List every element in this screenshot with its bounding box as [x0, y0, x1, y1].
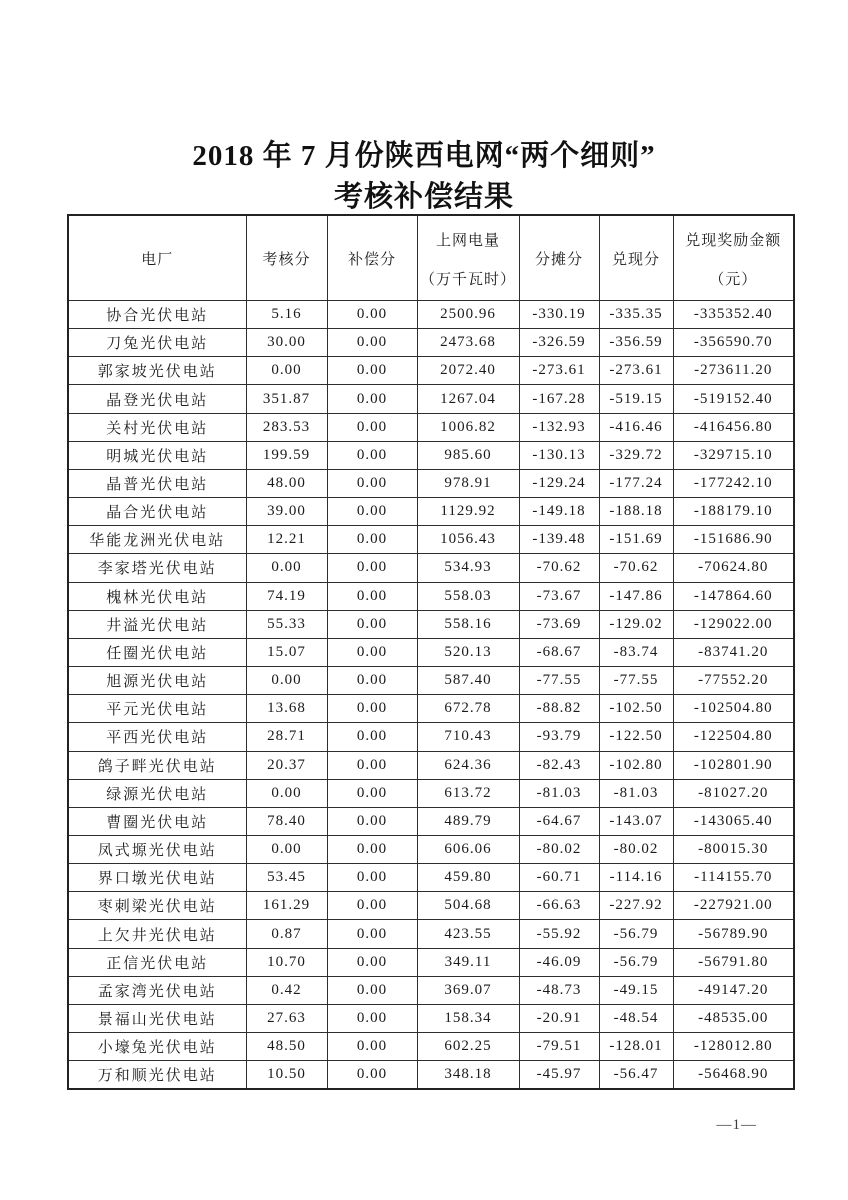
table-row	[68, 835, 794, 863]
value-cell: -66.63	[519, 892, 599, 920]
column-header-sublabel: （元）	[709, 272, 758, 288]
plant-name-cell: 晶合光伏电站	[68, 498, 246, 526]
table-row	[68, 385, 794, 413]
value-cell: 55.33	[246, 610, 327, 638]
value-cell: 558.03	[417, 582, 519, 610]
column-header-label: 考核分	[262, 251, 311, 268]
plant-name-cell: 李家塔光伏电站	[68, 554, 246, 582]
value-cell: 158.34	[417, 1004, 519, 1032]
value-cell: -188.18	[599, 498, 673, 526]
value-cell: 13.68	[246, 695, 327, 723]
table-row	[68, 554, 794, 582]
table-row	[68, 751, 794, 779]
value-cell: 0.00	[327, 948, 417, 976]
value-cell: 199.59	[246, 441, 327, 469]
value-cell: 5.16	[246, 301, 327, 329]
plant-name-cell: 井溢光伏电站	[68, 610, 246, 638]
value-cell: 0.87	[246, 920, 327, 948]
value-cell: -149.18	[519, 498, 599, 526]
column-header-4	[417, 215, 519, 301]
document-title-line2: 考核补偿结果	[333, 181, 514, 213]
value-cell: 1056.43	[417, 526, 519, 554]
plant-name-cell: 景福山光伏电站	[68, 1004, 246, 1032]
plant-name-cell: 郭家坡光伏电站	[68, 357, 246, 385]
value-cell: -129.02	[599, 610, 673, 638]
plant-name-cell: 任圈光伏电站	[68, 638, 246, 666]
value-cell: -79.51	[519, 1033, 599, 1061]
value-cell: 602.25	[417, 1033, 519, 1061]
table-row	[68, 723, 794, 751]
value-cell: 0.00	[327, 582, 417, 610]
table-row	[68, 526, 794, 554]
value-cell: -49.15	[599, 976, 673, 1004]
value-cell: -80.02	[519, 835, 599, 863]
table-row	[68, 498, 794, 526]
value-cell: -114155.70	[673, 864, 794, 892]
value-cell: -48535.00	[673, 1004, 794, 1032]
value-cell: -143065.40	[673, 807, 794, 835]
column-header-label: 上网电量	[435, 233, 500, 249]
value-cell: 0.00	[327, 526, 417, 554]
table-row	[68, 1061, 794, 1089]
value-cell: 0.00	[327, 695, 417, 723]
value-cell: 534.93	[417, 554, 519, 582]
value-cell: 0.00	[327, 807, 417, 835]
value-cell: 161.29	[246, 892, 327, 920]
column-header-label: 电厂	[141, 251, 174, 268]
value-cell: 558.16	[417, 610, 519, 638]
value-cell: 0.00	[246, 835, 327, 863]
table-row	[68, 582, 794, 610]
assessment-results-table	[67, 214, 795, 1090]
value-cell: 0.00	[327, 385, 417, 413]
value-cell: -519.15	[599, 385, 673, 413]
value-cell: -177.24	[599, 469, 673, 497]
value-cell: -80015.30	[673, 835, 794, 863]
column-header-7	[673, 215, 794, 301]
table-row	[68, 948, 794, 976]
value-cell: -519152.40	[673, 385, 794, 413]
value-cell: 0.00	[327, 1061, 417, 1089]
plant-name-cell: 平元光伏电站	[68, 695, 246, 723]
value-cell: 1129.92	[417, 498, 519, 526]
value-cell: 0.00	[327, 1004, 417, 1032]
value-cell: 672.78	[417, 695, 519, 723]
value-cell: -128.01	[599, 1033, 673, 1061]
table-row	[68, 441, 794, 469]
value-cell: 53.45	[246, 864, 327, 892]
value-cell: -416456.80	[673, 413, 794, 441]
value-cell: -68.67	[519, 638, 599, 666]
value-cell: -227.92	[599, 892, 673, 920]
value-cell: -64.67	[519, 807, 599, 835]
value-cell: -55.92	[519, 920, 599, 948]
value-cell: -139.48	[519, 526, 599, 554]
value-cell: 0.00	[327, 864, 417, 892]
value-cell: -129022.00	[673, 610, 794, 638]
value-cell: -20.91	[519, 1004, 599, 1032]
table-row	[68, 695, 794, 723]
value-cell: 0.00	[327, 554, 417, 582]
value-cell: -273.61	[599, 357, 673, 385]
value-cell: 0.00	[327, 301, 417, 329]
table-row	[68, 920, 794, 948]
document-title-line1: 2018 年 7 月份陕西电网“两个细则”	[192, 140, 656, 172]
value-cell: 1267.04	[417, 385, 519, 413]
value-cell: 351.87	[246, 385, 327, 413]
value-cell: 0.00	[327, 779, 417, 807]
value-cell: -81027.20	[673, 779, 794, 807]
plant-name-cell: 关村光伏电站	[68, 413, 246, 441]
value-cell: -70.62	[599, 554, 673, 582]
value-cell: -73.69	[519, 610, 599, 638]
value-cell: 0.00	[327, 723, 417, 751]
plant-name-cell: 槐林光伏电站	[68, 582, 246, 610]
value-cell: 27.63	[246, 1004, 327, 1032]
plant-name-cell: 小壕兔光伏电站	[68, 1033, 246, 1061]
table-header-row	[68, 215, 794, 301]
value-cell: 0.00	[327, 357, 417, 385]
value-cell: -93.79	[519, 723, 599, 751]
value-cell: 0.00	[246, 779, 327, 807]
plant-name-cell: 旭源光伏电站	[68, 667, 246, 695]
plant-name-cell: 万和顺光伏电站	[68, 1061, 246, 1089]
column-header-label: 兑现奖励金额	[685, 233, 782, 249]
value-cell: -188179.10	[673, 498, 794, 526]
plant-name-cell: 鸽子畔光伏电站	[68, 751, 246, 779]
value-cell: -56.79	[599, 948, 673, 976]
plant-name-cell: 凤式塬光伏电站	[68, 835, 246, 863]
table-row	[68, 329, 794, 357]
plant-name-cell: 华能龙洲光伏电站	[68, 526, 246, 554]
value-cell: -329715.10	[673, 441, 794, 469]
table-row	[68, 1004, 794, 1032]
value-cell: -49147.20	[673, 976, 794, 1004]
table-row	[68, 357, 794, 385]
value-cell: -56789.90	[673, 920, 794, 948]
value-cell: 48.00	[246, 469, 327, 497]
value-cell: -70624.80	[673, 554, 794, 582]
value-cell: 15.07	[246, 638, 327, 666]
value-cell: 0.00	[327, 469, 417, 497]
plant-name-cell: 刀兔光伏电站	[68, 329, 246, 357]
table-row	[68, 638, 794, 666]
value-cell: -147864.60	[673, 582, 794, 610]
value-cell: 30.00	[246, 329, 327, 357]
value-cell: 0.00	[327, 1033, 417, 1061]
value-cell: -83741.20	[673, 638, 794, 666]
value-cell: -177242.10	[673, 469, 794, 497]
value-cell: -102801.90	[673, 751, 794, 779]
plant-name-cell: 协合光伏电站	[68, 301, 246, 329]
value-cell: 0.00	[327, 329, 417, 357]
value-cell: 2473.68	[417, 329, 519, 357]
value-cell: 0.00	[327, 667, 417, 695]
value-cell: -48.54	[599, 1004, 673, 1032]
value-cell: -60.71	[519, 864, 599, 892]
value-cell: -81.03	[599, 779, 673, 807]
value-cell: -114.16	[599, 864, 673, 892]
value-cell: -48.73	[519, 976, 599, 1004]
plant-name-cell: 平西光伏电站	[68, 723, 246, 751]
value-cell: -82.43	[519, 751, 599, 779]
value-cell: -73.67	[519, 582, 599, 610]
value-cell: -77.55	[599, 667, 673, 695]
value-cell: 0.00	[327, 892, 417, 920]
value-cell: 28.71	[246, 723, 327, 751]
plant-name-cell: 孟家湾光伏电站	[68, 976, 246, 1004]
value-cell: -46.09	[519, 948, 599, 976]
table-row	[68, 667, 794, 695]
column-header-sublabel: （万千瓦时）	[419, 272, 516, 288]
value-cell: -132.93	[519, 413, 599, 441]
value-cell: -227921.00	[673, 892, 794, 920]
value-cell: -273611.20	[673, 357, 794, 385]
value-cell: 0.00	[246, 667, 327, 695]
value-cell: 985.60	[417, 441, 519, 469]
value-cell: 710.43	[417, 723, 519, 751]
value-cell: -335352.40	[673, 301, 794, 329]
value-cell: 283.53	[246, 413, 327, 441]
value-cell: -56791.80	[673, 948, 794, 976]
value-cell: 12.21	[246, 526, 327, 554]
table-row	[68, 469, 794, 497]
value-cell: -356.59	[599, 329, 673, 357]
value-cell: 459.80	[417, 864, 519, 892]
value-cell: -167.28	[519, 385, 599, 413]
value-cell: 520.13	[417, 638, 519, 666]
value-cell: -45.97	[519, 1061, 599, 1089]
value-cell: -143.07	[599, 807, 673, 835]
column-header-3	[327, 215, 417, 301]
value-cell: 587.40	[417, 667, 519, 695]
value-cell: 0.00	[327, 835, 417, 863]
value-cell: 624.36	[417, 751, 519, 779]
value-cell: -330.19	[519, 301, 599, 329]
value-cell: 0.42	[246, 976, 327, 1004]
plant-name-cell: 上欠井光伏电站	[68, 920, 246, 948]
value-cell: -326.59	[519, 329, 599, 357]
value-cell: -130.13	[519, 441, 599, 469]
column-header-2	[246, 215, 327, 301]
value-cell: 349.11	[417, 948, 519, 976]
value-cell: 1006.82	[417, 413, 519, 441]
table-row	[68, 1033, 794, 1061]
value-cell: 0.00	[246, 554, 327, 582]
value-cell: 2072.40	[417, 357, 519, 385]
value-cell: -329.72	[599, 441, 673, 469]
value-cell: -70.62	[519, 554, 599, 582]
value-cell: 423.55	[417, 920, 519, 948]
table-row	[68, 807, 794, 835]
table-row	[68, 779, 794, 807]
column-header-label: 兑现分	[611, 251, 660, 268]
table-row	[68, 301, 794, 329]
value-cell: 0.00	[327, 441, 417, 469]
value-cell: 74.19	[246, 582, 327, 610]
value-cell: 978.91	[417, 469, 519, 497]
value-cell: -83.74	[599, 638, 673, 666]
value-cell: -56.47	[599, 1061, 673, 1089]
value-cell: -81.03	[519, 779, 599, 807]
column-header-1	[68, 215, 246, 301]
value-cell: 2500.96	[417, 301, 519, 329]
value-cell: 10.50	[246, 1061, 327, 1089]
value-cell: 348.18	[417, 1061, 519, 1089]
value-cell: -122504.80	[673, 723, 794, 751]
plant-name-cell: 界口墩光伏电站	[68, 864, 246, 892]
value-cell: 0.00	[327, 976, 417, 1004]
value-cell: -88.82	[519, 695, 599, 723]
value-cell: 504.68	[417, 892, 519, 920]
value-cell: -80.02	[599, 835, 673, 863]
plant-name-cell: 正信光伏电站	[68, 948, 246, 976]
column-header-label: 补偿分	[347, 251, 396, 268]
value-cell: 613.72	[417, 779, 519, 807]
plant-name-cell: 明城光伏电站	[68, 441, 246, 469]
value-cell: -102504.80	[673, 695, 794, 723]
plant-name-cell: 绿源光伏电站	[68, 779, 246, 807]
value-cell: 0.00	[327, 751, 417, 779]
value-cell: -129.24	[519, 469, 599, 497]
table-row	[68, 610, 794, 638]
column-header-5	[519, 215, 599, 301]
plant-name-cell: 枣刺梁光伏电站	[68, 892, 246, 920]
value-cell: -122.50	[599, 723, 673, 751]
value-cell: 48.50	[246, 1033, 327, 1061]
column-header-label: 分摊分	[534, 251, 583, 268]
value-cell: 0.00	[327, 413, 417, 441]
value-cell: -56468.90	[673, 1061, 794, 1089]
value-cell: 10.70	[246, 948, 327, 976]
value-cell: 0.00	[327, 610, 417, 638]
value-cell: -128012.80	[673, 1033, 794, 1061]
table-row	[68, 976, 794, 1004]
value-cell: -151686.90	[673, 526, 794, 554]
column-header-6	[599, 215, 673, 301]
value-cell: -335.35	[599, 301, 673, 329]
value-cell: 606.06	[417, 835, 519, 863]
value-cell: -151.69	[599, 526, 673, 554]
page-number: —1—	[716, 1117, 757, 1133]
value-cell: 0.00	[327, 920, 417, 948]
value-cell: -56.79	[599, 920, 673, 948]
value-cell: -102.80	[599, 751, 673, 779]
value-cell: -356590.70	[673, 329, 794, 357]
value-cell: 0.00	[327, 638, 417, 666]
value-cell: 0.00	[246, 357, 327, 385]
plant-name-cell: 晶普光伏电站	[68, 469, 246, 497]
table-row	[68, 864, 794, 892]
plant-name-cell: 晶登光伏电站	[68, 385, 246, 413]
value-cell: -102.50	[599, 695, 673, 723]
value-cell: -273.61	[519, 357, 599, 385]
table-row	[68, 892, 794, 920]
value-cell: -416.46	[599, 413, 673, 441]
value-cell: -77.55	[519, 667, 599, 695]
value-cell: -147.86	[599, 582, 673, 610]
table-row	[68, 413, 794, 441]
value-cell: 369.07	[417, 976, 519, 1004]
value-cell: -77552.20	[673, 667, 794, 695]
value-cell: 0.00	[327, 498, 417, 526]
value-cell: 78.40	[246, 807, 327, 835]
value-cell: 489.79	[417, 807, 519, 835]
value-cell: 39.00	[246, 498, 327, 526]
value-cell: 20.37	[246, 751, 327, 779]
plant-name-cell: 曹圈光伏电站	[68, 807, 246, 835]
